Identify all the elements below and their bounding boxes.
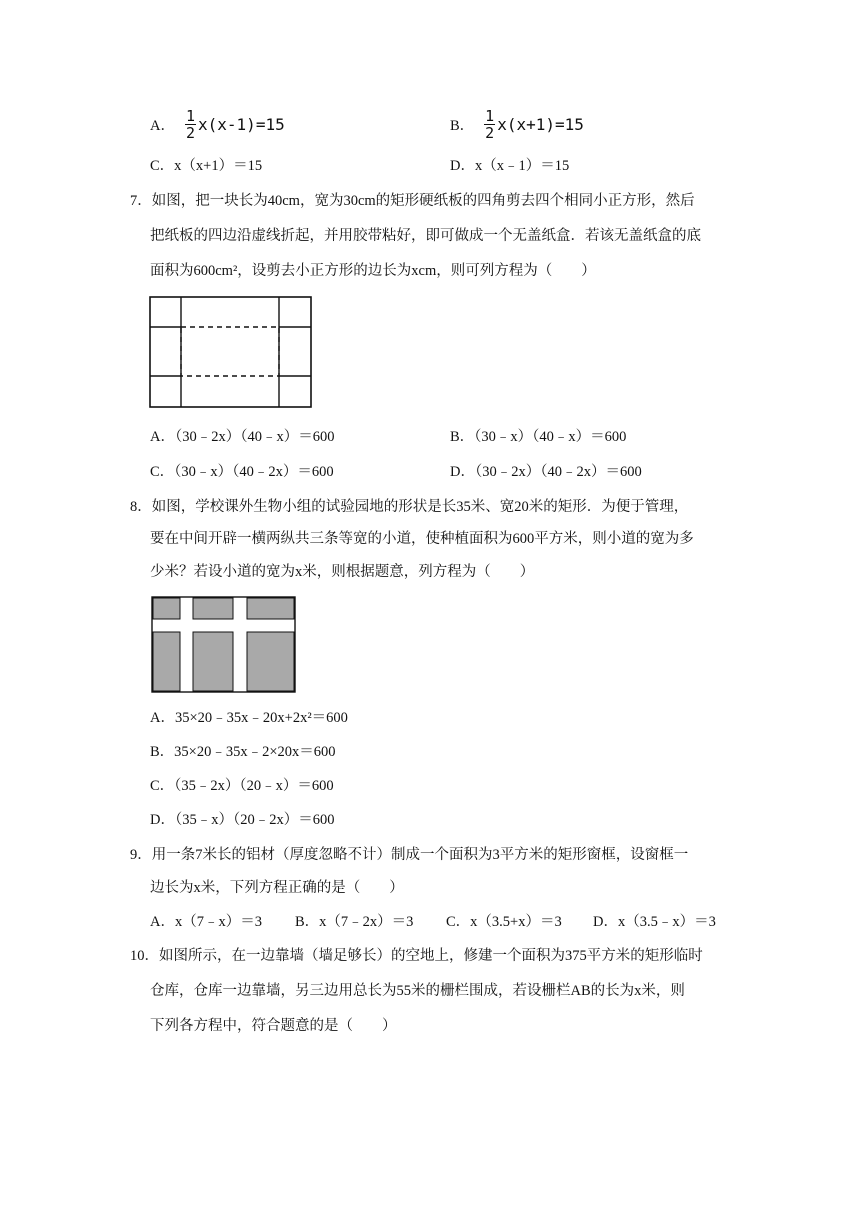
fraction-numerator: 1: [485, 107, 495, 125]
q9-text-line-1: 9．用一条7米长的铝材（厚度忽略不计）制成一个面积为3平方米的矩形窗框，设窗框一: [130, 847, 689, 863]
equation-text: x(x-1)=15: [198, 115, 285, 134]
q6-option-d: D．x（x﹣1）＝15: [450, 158, 570, 174]
q8-text-line-2: 要在中间开辟一横两纵共三条等宽的小道，使种植面积为600平方米，则小道的宽为多: [150, 531, 694, 547]
fraction-denominator: 2: [485, 124, 495, 142]
plot: [247, 598, 294, 619]
q9-text-line-2: 边长为x米，下列方程正确的是（ ）: [150, 880, 404, 896]
q8-option-c: C．（35﹣2x）（20﹣x）＝600: [150, 778, 334, 794]
plot: [247, 632, 294, 691]
plot: [193, 632, 233, 691]
q7-option-c: C．（30﹣x）（40﹣2x）＝600: [150, 464, 334, 480]
plot: [193, 598, 233, 619]
q9-option-d: D．x（3.5﹣x）＝3: [593, 914, 716, 930]
q7-option-a: A．（30﹣2x）（40﹣x）＝600: [150, 429, 335, 445]
q6-option-a: [150, 108, 285, 141]
q9-option-b: B．x（7﹣2x）＝3: [295, 914, 414, 930]
q8-text-line-3: 少米？若设小道的宽为x米，则根据题意，列方程为（ ）: [150, 564, 535, 580]
option-label: B．: [450, 118, 475, 134]
q6-option-b: [450, 108, 584, 141]
q10-text-line-2: 仓库，仓库一边靠墙，另三边用总长为55米的栅栏围成，若设栅栏AB的长为x米，则: [150, 983, 685, 999]
q9-option-a: A．x（7﹣x）＝3: [150, 914, 262, 930]
fraction: [484, 108, 495, 141]
q9-option-c: C．x（3.5+x）＝3: [446, 914, 562, 930]
cardboard-figure: [148, 295, 314, 410]
fraction: [185, 108, 196, 141]
q10-text-line-3: 下列各方程中，符合题意的是（ ）: [150, 1018, 397, 1034]
outer-rectangle: [150, 297, 311, 407]
q8-option-d: D．（35﹣x）（20﹣2x）＝600: [150, 812, 335, 828]
q7-option-b: B．（30﹣x）（40﹣x）＝600: [450, 429, 627, 445]
option-label: A．: [150, 118, 175, 134]
fold-dashed-rectangle: [181, 327, 279, 376]
fraction-numerator: 1: [185, 107, 196, 125]
q8-option-a: A．35×20﹣35x﹣20x+2x²＝600: [150, 710, 348, 726]
q6-option-c: C．x（x+1）＝15: [150, 158, 263, 174]
fraction-denominator: 2: [185, 124, 196, 142]
q7-option-d: D．（30﹣2x）（40﹣2x）＝600: [450, 464, 642, 480]
q7-text-line-3: 面积为600cm²，设剪去小正方形的边长为xcm，则可列方程为（ ）: [150, 263, 596, 279]
q7-text-line-2: 把纸板的四边沿虚线折起，并用胶带粘好，即可做成一个无盖纸盒．若该无盖纸盒的底: [150, 228, 701, 244]
plot: [153, 598, 180, 619]
q8-option-b: B．35×20﹣35x﹣2×20x＝600: [150, 744, 336, 760]
q10-text-line-1: 10．如图所示，在一边靠墙（墙足够长）的空地上，修建一个面积为375平方米的矩形临时: [130, 948, 703, 964]
garden-figure: [151, 596, 297, 694]
plot: [153, 632, 180, 691]
q7-text-line-1: 7．如图，把一块长为40cm，宽为30cm的矩形硬纸板的四角剪去四个相同小正方形，然后: [130, 193, 695, 209]
equation-text: x(x+1)=15: [497, 115, 584, 134]
q8-text-line-1: 8．如图，学校课外生物小组的试验园地的形状是长35米、宽20米的矩形．为便于管理，: [130, 499, 689, 515]
